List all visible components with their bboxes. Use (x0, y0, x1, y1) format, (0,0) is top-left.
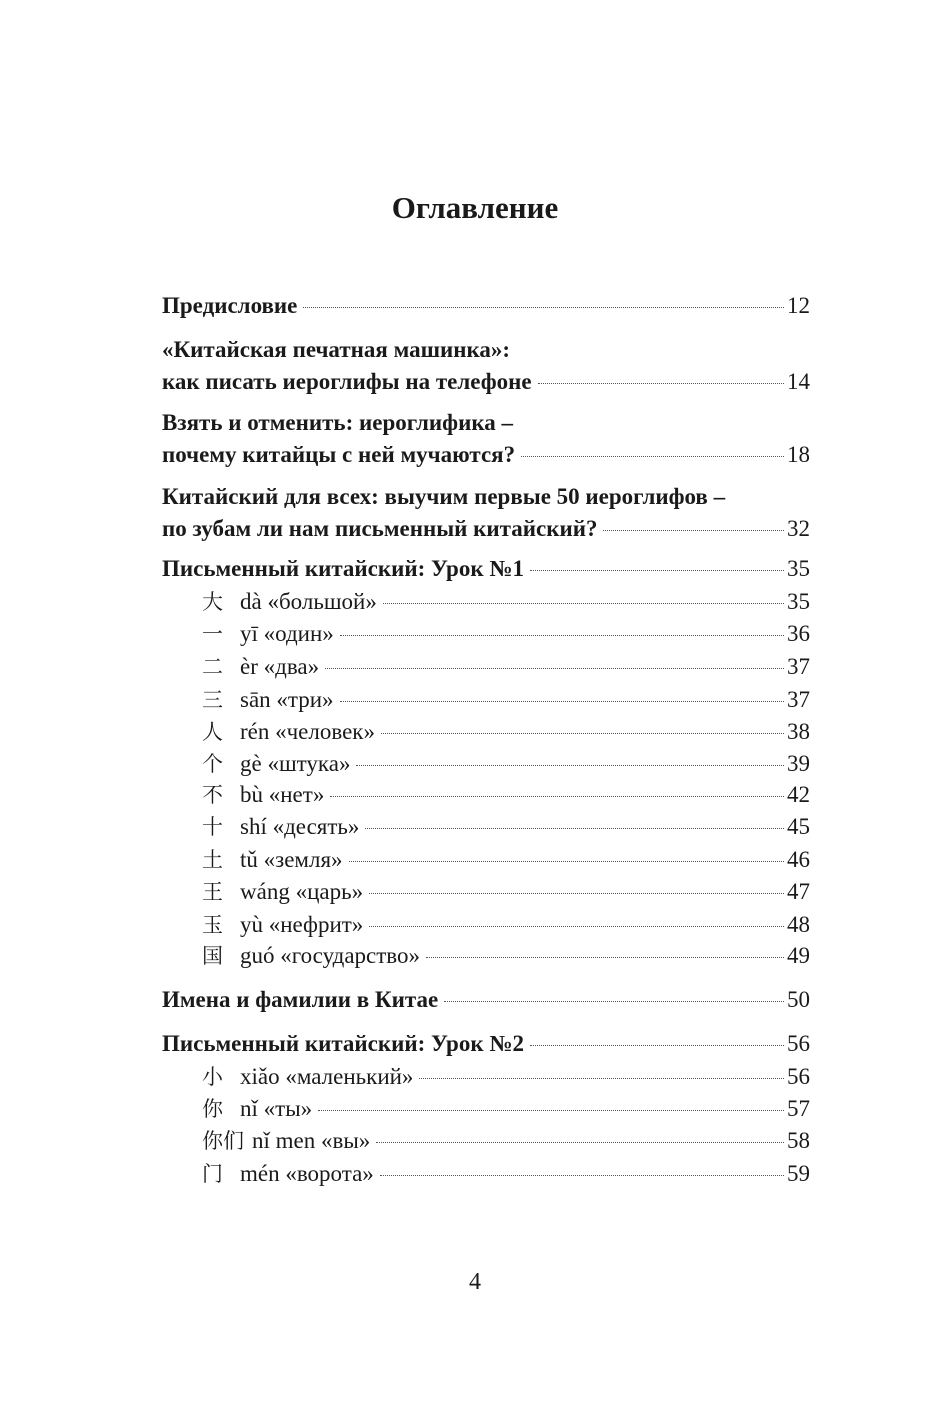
toc-subentry[interactable] (202, 1061, 810, 1093)
toc-subentry[interactable] (202, 748, 810, 780)
toc-subentry-title: yù «нефрит» (240, 912, 364, 937)
hanzi: 土 (202, 848, 223, 872)
toc-page-number: 49 (787, 943, 810, 968)
toc-page-number: 12 (787, 293, 810, 318)
hanzi: 国 (202, 944, 223, 968)
page-number: 4 (469, 1269, 481, 1295)
hanzi: 十 (202, 815, 223, 839)
toc-entry-lesson-2[interactable] (162, 1028, 810, 1060)
toc-entry-names[interactable] (162, 984, 810, 1016)
toc-subentry-title: nǐ «ты» (240, 1096, 313, 1121)
toc-page-number: 14 (787, 369, 810, 394)
toc-subentry[interactable] (202, 618, 810, 650)
toc-entry-abolish[interactable] (162, 407, 810, 471)
toc-subentry[interactable] (202, 651, 810, 683)
toc-subentry[interactable] (202, 876, 810, 908)
leader-dots (318, 1110, 784, 1111)
hanzi: 三 (202, 688, 223, 712)
toc-subentry-title: rén «человек» (240, 719, 375, 744)
hanzi: 人 (202, 720, 223, 744)
toc-subentry[interactable] (202, 940, 810, 972)
page-title: Оглавление (391, 190, 559, 225)
leader-dots (419, 1078, 784, 1079)
toc-subentry[interactable] (202, 1158, 810, 1190)
toc-entry-title: как писать иероглифы на телефоне (162, 369, 532, 394)
toc-entry-typewriter[interactable] (162, 334, 810, 398)
toc-page-number: 58 (787, 1128, 810, 1153)
leader-dots (530, 1045, 784, 1046)
toc-entry-title: почему китайцы с ней мучаются? (162, 442, 516, 467)
hanzi: 个 (202, 752, 223, 776)
toc-page-number: 39 (787, 751, 810, 776)
toc-subentry[interactable] (202, 811, 810, 843)
toc-entry-title: Предисловие (162, 293, 298, 318)
toc-subentry-title: mén «ворота» (240, 1161, 374, 1186)
toc-subentry-title: sān «три» (240, 687, 334, 712)
toc-entry-title: Письменный китайский: Урок №1 (162, 556, 524, 581)
toc-subentry[interactable] (202, 684, 810, 716)
leader-dots (340, 701, 784, 702)
toc-page-number: 57 (787, 1096, 810, 1121)
hanzi: 二 (202, 655, 223, 679)
toc-page-number: 50 (787, 987, 810, 1012)
hanzi: 大 (202, 590, 223, 614)
leader-dots (603, 530, 784, 531)
toc-subentry[interactable] (202, 844, 810, 876)
toc-entry-title-line1: «Китайская печатная машинка»: (162, 337, 511, 362)
toc-subentry[interactable] (202, 779, 810, 811)
leader-dots (340, 635, 784, 636)
toc-page-number: 59 (787, 1161, 810, 1186)
toc-page-number: 37 (787, 654, 810, 679)
toc-subentry-title: tǔ «земля» (240, 847, 343, 872)
leader-dots (349, 861, 784, 862)
leader-dots (365, 828, 784, 829)
toc-subentry-title: bù «нет» (240, 782, 325, 807)
toc-entry-title: Имена и фамилии в Китае (162, 987, 439, 1012)
leader-dots (444, 1001, 784, 1002)
toc-page-number: 18 (787, 442, 810, 467)
toc-page-number: 47 (787, 879, 810, 904)
toc-subentry-title: nǐ men «вы» (252, 1128, 371, 1153)
leader-dots (330, 796, 784, 797)
toc-subentry[interactable] (202, 586, 810, 618)
leader-dots (530, 570, 784, 571)
leader-dots (356, 765, 784, 766)
leader-dots (538, 383, 784, 384)
leader-dots (380, 1175, 784, 1176)
toc-entry-preface[interactable] (162, 290, 810, 322)
toc-page-number: 46 (787, 847, 810, 872)
toc-subentry-title: wáng «царь» (240, 879, 364, 904)
toc-entry-for-everyone[interactable] (162, 481, 810, 545)
toc-page-number: 36 (787, 621, 810, 646)
toc-entry-title-line1: Китайский для всех: выучим первые 50 иероглифов – (162, 484, 726, 509)
leader-dots (521, 456, 784, 457)
hanzi: 王 (202, 880, 223, 904)
toc-subentry-title: gè «штука» (240, 751, 351, 776)
hanzi: 玉 (202, 913, 223, 937)
toc-page-number: 37 (787, 687, 810, 712)
toc-page-number: 35 (787, 556, 810, 581)
toc-page-number: 56 (787, 1031, 810, 1056)
toc-subentry-title: shí «десять» (240, 814, 360, 839)
leader-dots (376, 1142, 784, 1143)
leader-dots (369, 893, 784, 894)
toc-entry-lesson-1[interactable] (162, 553, 810, 585)
toc-page-number: 45 (787, 814, 810, 839)
hanzi: 小 (202, 1065, 223, 1089)
leader-dots (383, 603, 784, 604)
toc-page-number: 35 (787, 589, 810, 614)
toc-page-number: 42 (787, 782, 810, 807)
toc-entry-title: по зубам ли нам письменный китайский? (162, 516, 598, 541)
toc-subentry[interactable] (202, 1093, 810, 1125)
hanzi: 你 (202, 1097, 223, 1121)
toc-page-number: 56 (787, 1064, 810, 1089)
leader-dots (303, 307, 784, 308)
toc-subentry[interactable] (202, 1125, 810, 1157)
toc-subentry-title: xiǎo «маленький» (240, 1064, 414, 1089)
leader-dots (426, 957, 784, 958)
toc-subentry-title: yī «один» (240, 621, 334, 646)
toc-page-number: 38 (787, 719, 810, 744)
hanzi: 你们 (202, 1129, 244, 1153)
toc-subentry-title: èr «два» (240, 654, 320, 679)
toc-subentry[interactable] (202, 716, 810, 748)
toc-page-number: 32 (787, 516, 810, 541)
toc-entry-title: Письменный китайский: Урок №2 (162, 1031, 524, 1056)
toc-subentry-title: guó «государство» (240, 943, 421, 968)
leader-dots (369, 926, 784, 927)
toc-page-number: 48 (787, 912, 810, 937)
leader-dots (325, 668, 784, 669)
toc-entry-title-line1: Взять и отменить: иероглифика – (162, 410, 513, 435)
toc-subentry-title: dà «большой» (240, 589, 377, 614)
leader-dots (381, 733, 784, 734)
hanzi: 门 (202, 1162, 223, 1186)
hanzi: 一 (202, 622, 223, 646)
toc-subentry[interactable] (202, 909, 810, 941)
hanzi: 不 (202, 783, 223, 807)
